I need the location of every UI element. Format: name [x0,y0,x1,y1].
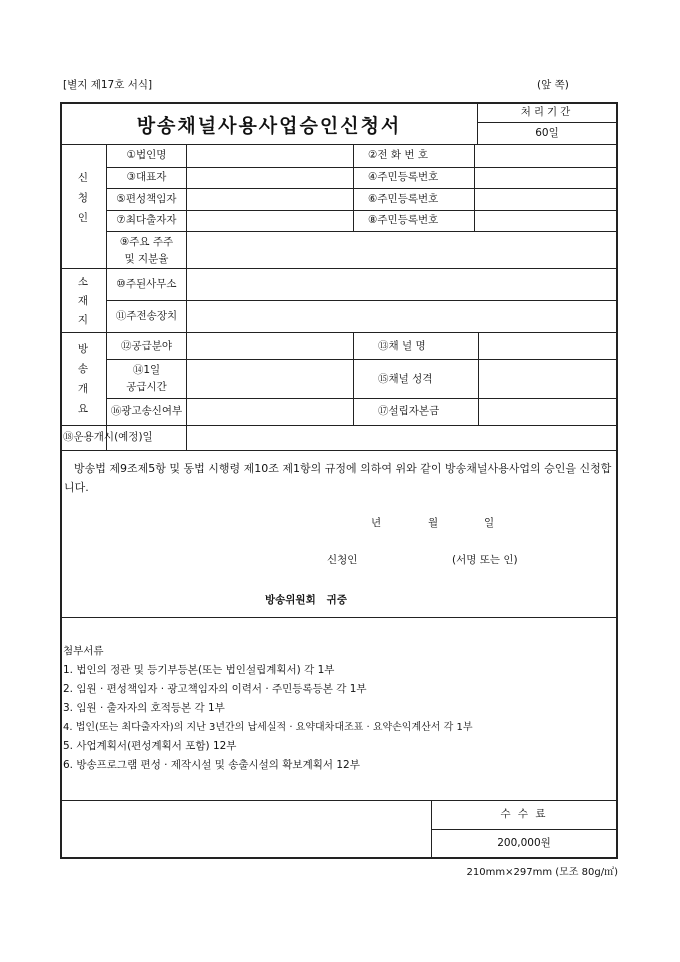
fee-label: 수 수 료 [500,808,548,820]
transmission-facility-field[interactable] [188,302,615,331]
daily-hours-field[interactable] [188,361,351,397]
label-office-address: ⑩주된사무소 [116,278,177,290]
signature-or-seal-label: (서명 또는 인) [452,554,518,566]
capital-field[interactable] [480,400,615,424]
frame-top [60,102,617,104]
label-ad-broadcast: ⑯광고송신여부 [110,405,183,417]
date-day: 일 [484,517,495,529]
attachment-item: 4. 법인(또는 최다출자자)의 지난 3년간의 납세실적 · 요약대차대조표 · 요약손익계산서 각 1부 [63,722,473,733]
frame-bottom [60,857,617,859]
applicant-signature-field[interactable] [368,550,448,570]
label-transmission-facility: ⑪주전송장치 [115,310,178,322]
label-investor-rrn: ⑧주민등록번호 [368,214,439,226]
form-title: 방송채널사용사업승인신청서 [136,115,402,137]
label-representative: ③대표자 [126,171,167,183]
attachments-heading: 첨부서류 [63,645,104,657]
label-daily-hours: ⑭1일 [132,364,161,376]
channel-nature-field[interactable] [480,361,615,397]
attachment-item: 5. 사업계획서(편성계획서 포함) 12부 [63,740,237,752]
editor-rrn-field[interactable] [476,190,615,209]
fee-amount: 200,000원 [497,837,551,849]
form-number: [별지 제17호 서식] [63,79,153,91]
supply-field-input[interactable] [188,334,351,358]
label-operation-start: ⑱운용개시(예정)일 [63,431,153,443]
editor-field[interactable] [188,190,351,209]
label-supply-time: 공급시간 [126,381,167,393]
label-phone: ②전 화 번 호 [368,149,428,161]
operation-start-field[interactable] [188,427,615,449]
channel-name-field[interactable] [480,334,615,358]
processing-period-value: 60일 [535,127,559,139]
corp-name-field[interactable] [188,146,351,166]
representative-field[interactable] [188,169,351,187]
date-month: 월 [428,517,439,529]
phone-field[interactable] [476,146,615,166]
shareholders-field[interactable] [188,233,615,267]
section-location: 소 재 지 [77,276,89,326]
application-statement: 방송법 제9조제5항 및 동법 시행령 제10조 제1항의 규정에 의하여 위와 같이 방송채널사용사업의 승인을 신청합니다. [64,462,612,494]
attachment-item: 6. 방송프로그램 편성 · 제작시설 및 송출시설의 확보계획서 12부 [63,759,360,771]
label-capital: ⑰설립자본금 [378,405,440,417]
largest-investor-field[interactable] [188,212,351,230]
section-broadcast-overview: 방 송 개 요 [77,343,89,415]
section-applicant: 신 청 인 [77,172,89,224]
date-year: 년 [371,517,382,529]
label-largest-investor: ⑦최다출자자 [116,214,177,226]
label-channel-name: ⑬채 널 명 [378,340,426,352]
label-supply-field: ⑫공급분야 [120,340,173,352]
label-editor: ⑤편성책임자 [116,193,177,205]
addressee: 방송위원회 귀중 [265,594,347,606]
ad-broadcast-field[interactable] [188,400,351,424]
label-channel-nature: ⑮채널 성격 [378,373,433,385]
attachment-item: 3. 임원 · 출자자의 호적등본 각 1부 [63,702,225,714]
paper-spec: 210mm×297mm (모조 80g/㎡) [466,867,618,878]
processing-period-label: 처리기간 [520,106,574,118]
frame-right [616,102,618,859]
page-side: (앞 쪽) [537,79,569,91]
applicant-label: 신청인 [327,554,358,566]
attachment-item: 1. 법인의 정관 및 등기부등본(또는 법인설립계획서) 각 1부 [63,664,335,676]
rep-rrn-field[interactable] [476,169,615,187]
attachment-item: 2. 임원 · 편성책임자 · 광고책임자의 이력서 · 주민등록등본 각 1부 [63,683,367,695]
office-address-field[interactable] [188,270,615,299]
label-rep-rrn: ④주민등록번호 [368,171,439,183]
label-corp-name: ①법인명 [126,149,167,161]
label-shareholders: ⑨주요 주주 [119,236,174,248]
investor-rrn-field[interactable] [476,212,615,230]
label-shareholding-ratio: 및 지분율 [124,253,169,265]
label-editor-rrn: ⑥주민등록번호 [368,193,439,205]
